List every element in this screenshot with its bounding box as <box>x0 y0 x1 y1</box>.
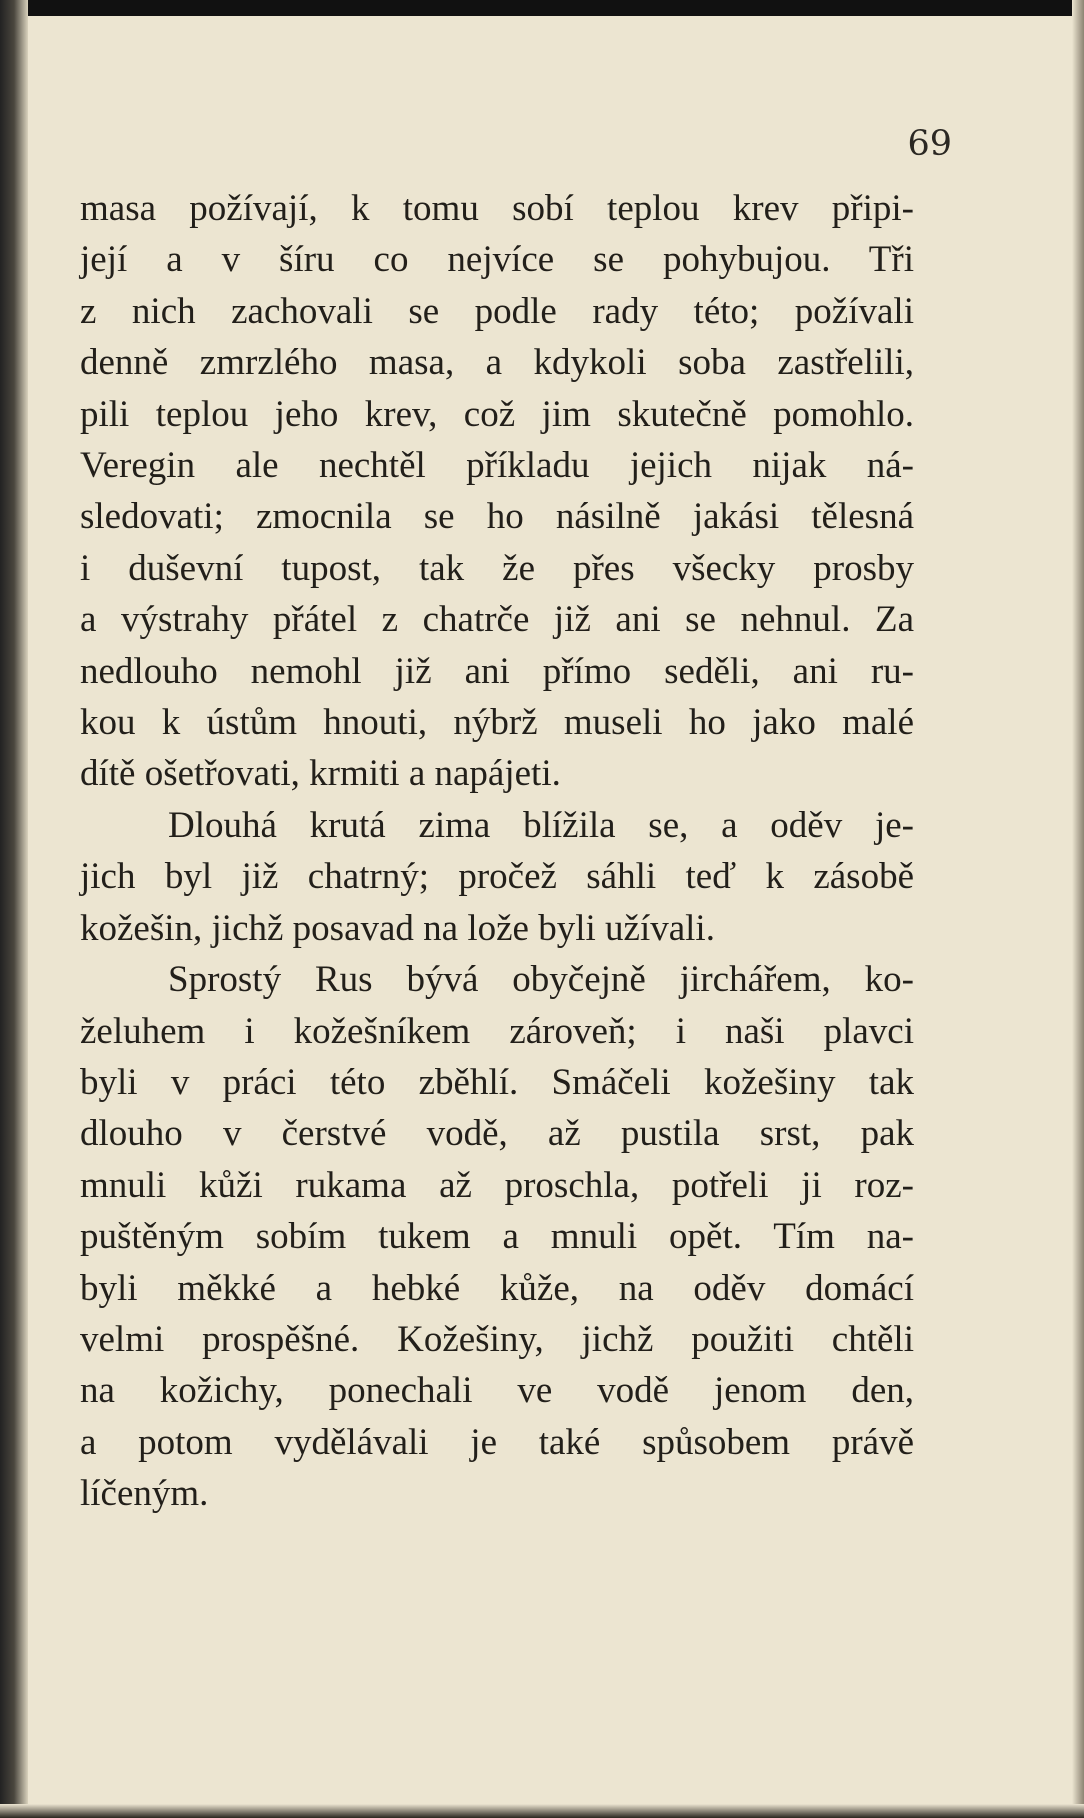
text-line: její a v šíru co nejvíce se pohybujou. Tři <box>80 239 914 281</box>
text-line: dítě ošetřovati, krmiti a napájeti. <box>80 753 561 795</box>
scan-bottom-edge <box>0 1804 1084 1818</box>
text-line: a výstrahy přátel z chatrče již ani se nehnul. Za <box>80 599 914 641</box>
text-line: jich byl již chatrný; pročež sáhli teď k zásobě <box>80 856 914 898</box>
text-line: sledovati; zmocnila se ho násilně jakási tělesná <box>80 496 914 538</box>
text-line: i duševní tupost, tak že přes všecky prosby <box>80 547 914 589</box>
text-line: byli v práci této zběhlí. Smáčeli kožešiny tak <box>80 1061 914 1103</box>
text-line: dlouho v čerstvé vodě, až pustila srst, pak <box>80 1113 914 1155</box>
text-line: pili teplou jeho krev, což jim skutečně pomohlo. <box>80 393 914 435</box>
text-line: velmi prospěšné. Kožešiny, jichž použiti chtěli <box>80 1318 914 1360</box>
text-line: byli měkké a hebké kůže, na oděv domácí <box>80 1267 914 1309</box>
body-text <box>80 183 914 1520</box>
text-line: líčeným. <box>80 1473 209 1515</box>
text-line: kožešin, jichž posavad na lože byli užívali. <box>80 907 715 949</box>
text-line: Veregin ale nechtěl příkladu jejich nijak ná- <box>80 445 914 487</box>
text-line: a potom vydělávali je také spůsobem právě <box>80 1421 914 1463</box>
scan-top-edge <box>0 0 1084 16</box>
scan-right-edge <box>1072 0 1084 1818</box>
text-line: kou k ústům hnouti, nýbrž museli ho jako malé <box>80 702 914 744</box>
text-line: Dlouhá krutá zima blížila se, a oděv je- <box>168 804 914 846</box>
text-line: mnuli kůži rukama až proschla, potřeli ji roz- <box>80 1164 914 1206</box>
text-line: Sprostý Rus bývá obyčejně jirchářem, ko- <box>168 959 914 1001</box>
text-line: z nich zachovali se podle rady této; požívali <box>80 290 914 332</box>
text-line: denně zmrzlého masa, a kdykoli soba zastřelili, <box>80 342 914 384</box>
text-line: masa požívají, k tomu sobí teplou krev připi- <box>80 188 914 229</box>
text-line: na kožichy, ponechali ve vodě jenom den, <box>80 1370 914 1412</box>
text-line: puštěným sobím tukem a mnuli opět. Tím na- <box>80 1216 914 1258</box>
scan-left-edge <box>0 0 28 1818</box>
page-number: 69 <box>907 124 952 164</box>
text-line: nedlouho nemohl již ani přímo seděli, ani ru- <box>80 650 914 692</box>
text-line: želuhem i kožešníkem zároveň; i naši plavci <box>80 1010 914 1052</box>
